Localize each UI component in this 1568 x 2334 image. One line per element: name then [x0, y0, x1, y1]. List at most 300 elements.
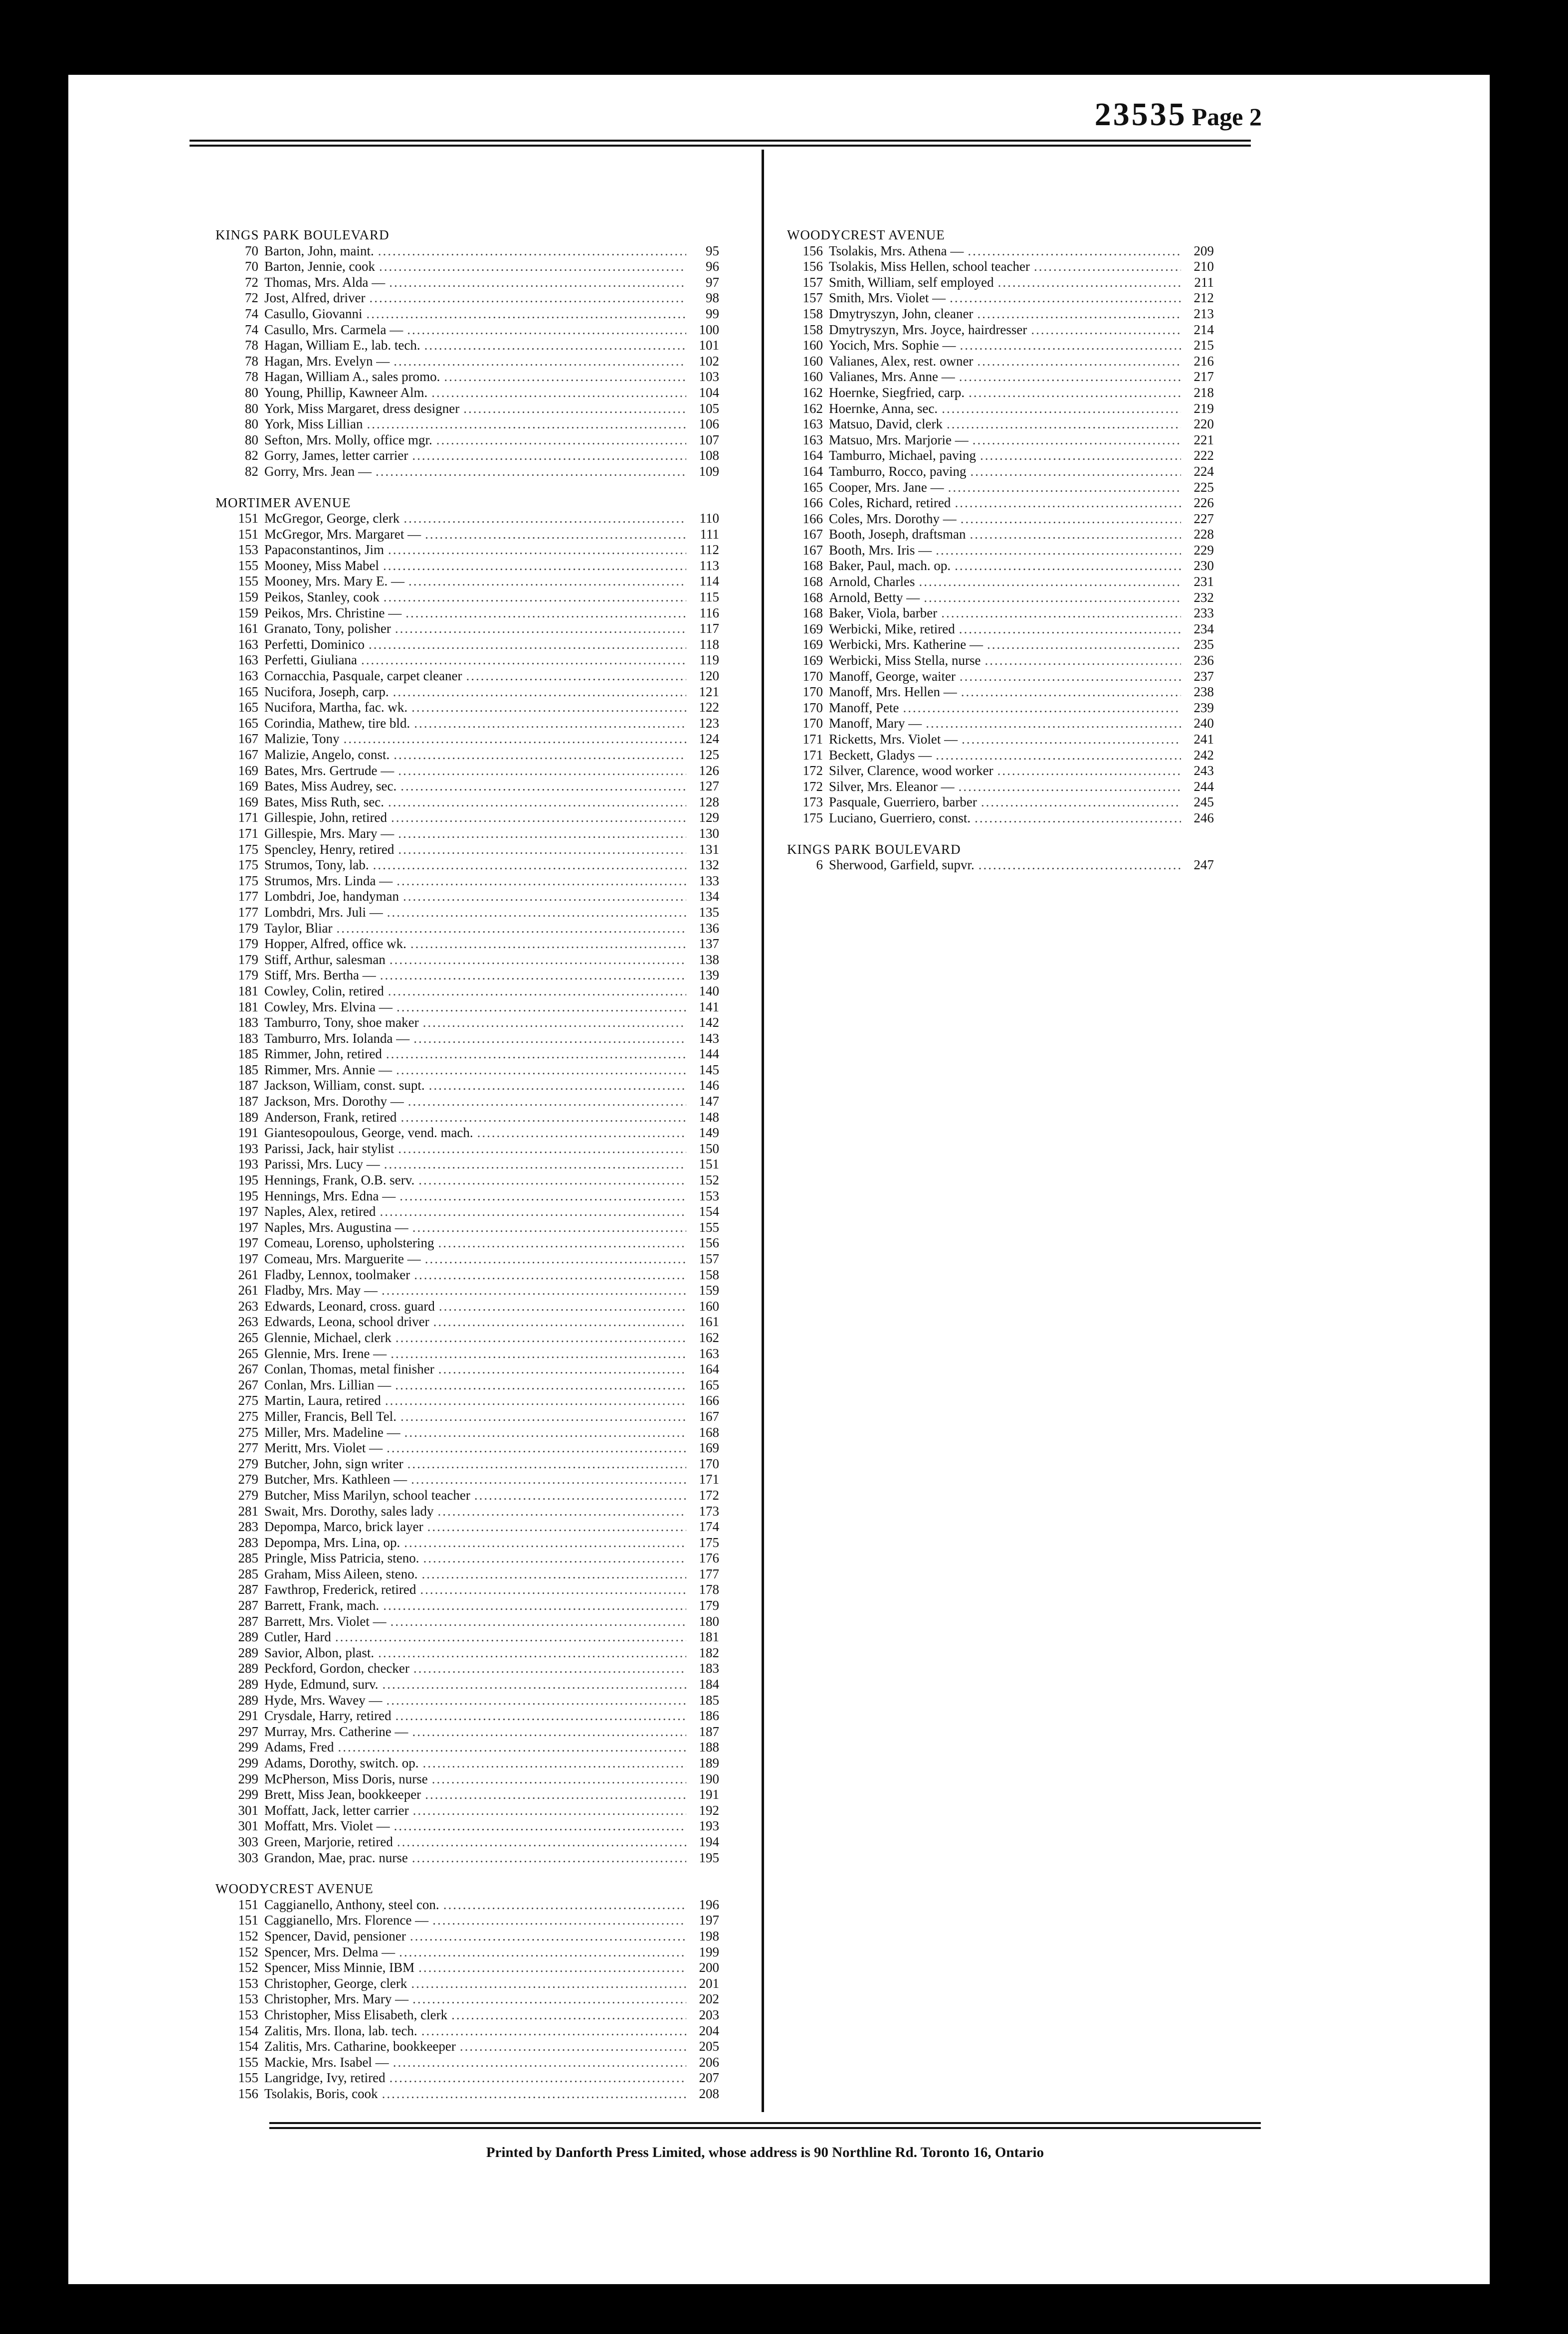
dot-leader	[393, 747, 686, 763]
house-number: 275	[238, 1408, 258, 1424]
entry-number: 111	[700, 526, 719, 542]
entry-number: 181	[699, 1629, 719, 1645]
dot-leader	[412, 448, 686, 464]
resident-name: Miller, Mrs. Madeline —	[264, 1424, 400, 1440]
directory-entry	[215, 1945, 719, 1960]
resident-name: Hoernke, Siegfried, carp.	[829, 385, 965, 400]
entry-number: 224	[1193, 463, 1214, 479]
house-number: 151	[238, 526, 258, 542]
entry-number: 211	[1194, 274, 1214, 290]
resident-name: Werbicki, Mrs. Katherine —	[829, 637, 983, 652]
entry-number: 130	[699, 825, 719, 841]
resident-name: Jackson, Mrs. Dorothy —	[264, 1094, 404, 1109]
entry-number: 194	[699, 1834, 719, 1849]
entry-number: 123	[699, 715, 719, 731]
house-number: 287	[238, 1613, 258, 1629]
directory-entry	[215, 243, 719, 259]
directory-entry	[215, 1188, 719, 1204]
entry-number: 105	[699, 400, 719, 416]
dot-leader	[997, 763, 1181, 779]
directory-entry	[215, 2070, 719, 2086]
house-number: 155	[238, 558, 258, 573]
resident-name: Butcher, Mrs. Kathleen —	[264, 1472, 407, 1487]
resident-name: Swait, Mrs. Dorothy, sales lady	[264, 1503, 434, 1519]
resident-name: Tsolakis, Mrs. Athena —	[829, 243, 964, 258]
house-number: 179	[238, 920, 258, 936]
directory-entry	[787, 401, 1214, 417]
directory-section	[215, 495, 719, 1866]
dot-leader	[947, 416, 1181, 432]
directory-entry	[787, 464, 1214, 480]
resident-name: Jost, Alfred, driver	[264, 290, 366, 306]
directory-entry	[787, 684, 1214, 700]
resident-name: Dmytryszyn, John, cleaner	[829, 306, 974, 321]
resident-name: Hyde, Mrs. Wavey —	[264, 1692, 383, 1708]
house-number: 197	[238, 1235, 258, 1251]
house-number: 74	[245, 322, 258, 337]
resident-name: Silver, Clarence, wood worker	[829, 763, 993, 778]
resident-name: Hoernke, Anna, sec.	[829, 400, 938, 416]
dot-leader	[412, 1991, 686, 2007]
resident-name: Silver, Mrs. Eleanor —	[829, 778, 955, 794]
house-number: 177	[238, 889, 258, 904]
resident-name: McPherson, Miss Doris, nurse	[264, 1771, 428, 1786]
directory-entry	[215, 464, 719, 480]
directory-entry	[215, 1771, 719, 1787]
entry-number: 196	[699, 1897, 719, 1912]
dot-leader	[474, 1488, 686, 1504]
directory-entry	[787, 653, 1214, 669]
house-number: 197	[238, 1251, 258, 1266]
dot-leader	[418, 1960, 686, 1976]
resident-name: Bates, Mrs. Gertrude —	[264, 763, 394, 778]
house-number: 195	[238, 1172, 258, 1188]
house-number: 168	[802, 605, 823, 621]
directory-entry	[215, 1850, 719, 1866]
entry-number: 112	[699, 542, 719, 558]
dot-leader	[437, 1504, 686, 1520]
resident-name: Young, Phillip, Kawneer Alm.	[264, 385, 428, 400]
entry-number: 103	[699, 369, 719, 385]
dot-leader	[432, 1771, 686, 1787]
resident-name: Mooney, Mrs. Mary E. —	[264, 574, 404, 589]
directory-entry	[215, 1283, 719, 1299]
entry-number: 213	[1193, 306, 1214, 321]
page-header	[190, 96, 1262, 136]
house-number: 160	[802, 338, 823, 353]
dot-leader	[413, 1661, 686, 1677]
directory-section	[215, 227, 719, 480]
resident-name: Matsuo, Mrs. Marjorie —	[829, 432, 969, 447]
dot-leader	[384, 589, 686, 605]
dot-leader	[998, 275, 1181, 291]
dot-leader	[919, 574, 1181, 590]
resident-name: Corindia, Mathew, tire bld.	[264, 715, 410, 731]
resident-name: Spencer, David, pensioner	[264, 1928, 406, 1944]
dot-leader	[344, 731, 686, 747]
house-number: 153	[238, 2007, 258, 2022]
directory-entry	[215, 2039, 719, 2055]
directory-entry	[787, 574, 1214, 590]
dot-leader	[941, 605, 1181, 621]
dot-leader	[400, 778, 686, 794]
house-number: 179	[238, 968, 258, 983]
entry-number: 113	[699, 558, 719, 573]
entry-number: 148	[699, 1109, 719, 1125]
dot-leader	[395, 621, 686, 637]
resident-name: Edwards, Leona, school driver	[264, 1314, 429, 1330]
directory-entry	[215, 1645, 719, 1661]
resident-name: Christopher, Miss Elisabeth, clerk	[264, 2007, 448, 2022]
dot-leader	[403, 511, 686, 527]
house-number: 163	[802, 416, 823, 432]
entry-number: 138	[699, 952, 719, 967]
directory-entry	[215, 1346, 719, 1362]
dot-leader	[975, 810, 1181, 826]
entry-number: 240	[1193, 716, 1214, 731]
directory-entry	[787, 495, 1214, 511]
house-number: 279	[238, 1456, 258, 1471]
entry-number: 198	[699, 1928, 719, 1944]
house-number: 279	[238, 1472, 258, 1487]
resident-name: Edwards, Leonard, cross. guard	[264, 1298, 435, 1314]
directory-entry	[215, 432, 719, 448]
directory-entry	[215, 1456, 719, 1472]
directory-entry	[215, 354, 719, 370]
resident-name: Strumos, Mrs. Linda —	[264, 873, 393, 888]
directory-entry	[215, 448, 719, 464]
entry-number: 218	[1193, 385, 1214, 400]
resident-name: Malizie, Angelo, const.	[264, 747, 390, 762]
directory-entry	[215, 1141, 719, 1157]
directory-entry	[787, 275, 1214, 291]
resident-name: Anderson, Frank, retired	[264, 1109, 397, 1125]
dot-leader	[398, 1141, 686, 1157]
dot-leader	[367, 306, 687, 322]
resident-name: Butcher, Miss Marilyn, school teacher	[264, 1487, 470, 1503]
resident-name: Casullo, Giovanni	[264, 306, 363, 321]
resident-name: Grandon, Mae, prac. nurse	[264, 1850, 408, 1865]
entry-number: 139	[699, 968, 719, 983]
entry-number: 96	[706, 259, 719, 274]
directory-entry	[215, 1488, 719, 1504]
house-number: 163	[802, 432, 823, 447]
house-number: 70	[245, 259, 258, 274]
resident-name: Cornacchia, Pasquale, carpet cleaner	[264, 668, 462, 684]
dot-leader	[460, 2039, 686, 2055]
house-number: 289	[238, 1692, 258, 1708]
entry-number: 149	[699, 1125, 719, 1141]
entry-number: 221	[1193, 432, 1214, 447]
directory-entry	[215, 983, 719, 999]
house-number: 156	[238, 2086, 258, 2101]
directory-entry	[215, 1708, 719, 1724]
dot-leader	[337, 921, 687, 937]
directory-entry	[215, 700, 719, 716]
dot-leader	[395, 1708, 686, 1724]
resident-name: Butcher, John, sign writer	[264, 1456, 403, 1471]
resident-name: Cutler, Hard	[264, 1629, 331, 1645]
directory-entry	[787, 605, 1214, 621]
entry-number: 206	[699, 2054, 719, 2070]
dot-leader	[367, 416, 686, 432]
house-number: 169	[802, 621, 823, 636]
resident-name: Perfetti, Dominico	[264, 636, 365, 652]
resident-name: Rimmer, Mrs. Annie —	[264, 1062, 392, 1077]
house-number: 189	[238, 1109, 258, 1125]
entry-number: 141	[699, 999, 719, 1014]
dot-leader	[369, 290, 686, 306]
resident-name: Langridge, Ivy, retired	[264, 2070, 386, 2086]
house-number: 78	[245, 353, 258, 369]
house-number: 155	[238, 2054, 258, 2070]
entry-number: 246	[1193, 810, 1214, 825]
entry-number: 235	[1193, 637, 1214, 652]
resident-name: Fladby, Lennox, toolmaker	[264, 1267, 410, 1282]
directory-entry	[787, 385, 1214, 401]
dot-leader	[960, 669, 1181, 685]
house-number: 82	[245, 448, 258, 463]
house-number: 299	[238, 1740, 258, 1755]
resident-name: Hagan, William E., lab. tech.	[264, 338, 420, 353]
directory-entry	[215, 621, 719, 637]
house-number: 163	[238, 652, 258, 668]
house-number: 179	[238, 952, 258, 967]
dot-leader	[391, 1346, 686, 1362]
entry-number: 236	[1193, 653, 1214, 668]
entry-number: 126	[699, 763, 719, 778]
entry-number: 150	[699, 1141, 719, 1156]
dot-leader	[962, 732, 1181, 748]
resident-name: Savior, Albon, plast.	[264, 1645, 375, 1660]
bottom-rule	[269, 2122, 1261, 2129]
house-number: 164	[802, 463, 823, 479]
directory-entry	[215, 1157, 719, 1172]
dot-leader	[383, 1598, 686, 1614]
resident-name: Nucifora, Martha, fac. wk.	[264, 700, 408, 715]
resident-name: Sherwood, Garfield, supvr.	[829, 857, 975, 873]
entry-number: 180	[699, 1613, 719, 1629]
dot-leader	[388, 794, 686, 810]
dot-leader	[404, 1535, 686, 1551]
entry-number: 227	[1193, 511, 1214, 526]
house-number: 285	[238, 1566, 258, 1581]
resident-name: Manoff, Pete	[829, 700, 899, 715]
entry-number: 173	[699, 1503, 719, 1519]
dot-leader	[421, 1566, 686, 1582]
house-number: 154	[238, 2039, 258, 2054]
resident-name: York, Miss Margaret, dress designer	[264, 400, 460, 416]
directory-entry	[215, 1172, 719, 1188]
dot-leader	[395, 1330, 686, 1346]
resident-name: Sefton, Mrs. Molly, office mgr.	[264, 432, 432, 447]
house-number: 80	[245, 432, 258, 447]
resident-name: Glennie, Mrs. Irene —	[264, 1346, 387, 1361]
resident-name: Tamburro, Rocco, paving	[829, 463, 967, 479]
resident-name: Comeau, Lorenso, upholstering	[264, 1235, 434, 1251]
house-number: 287	[238, 1598, 258, 1613]
house-number: 165	[238, 700, 258, 715]
dot-leader	[463, 401, 686, 417]
dot-leader	[422, 1755, 686, 1771]
entry-number: 162	[699, 1330, 719, 1345]
directory-entry	[215, 1409, 719, 1425]
dot-leader	[411, 1472, 686, 1488]
entry-number: 157	[699, 1251, 719, 1266]
dot-leader	[979, 857, 1181, 873]
resident-name: Depompa, Marco, brick layer	[264, 1519, 423, 1535]
resident-name: Barton, John, maint.	[264, 243, 374, 258]
directory-entry	[215, 306, 719, 322]
resident-name: Graham, Miss Aileen, steno.	[264, 1566, 418, 1581]
house-number: 261	[238, 1283, 258, 1298]
house-number: 183	[238, 1030, 258, 1046]
dot-leader	[396, 873, 686, 889]
street-heading: MORTIMER AVENUE	[215, 495, 351, 510]
directory-section	[787, 842, 1214, 873]
dot-leader	[411, 1976, 686, 1992]
dot-leader	[423, 1015, 686, 1031]
dot-leader	[382, 1283, 686, 1299]
directory-entry	[215, 259, 719, 275]
entry-number: 233	[1193, 605, 1214, 621]
entry-number: 167	[699, 1408, 719, 1424]
dot-leader	[391, 810, 686, 826]
directory-section	[215, 1881, 719, 2102]
resident-name: Yocich, Mrs. Sophie —	[829, 338, 956, 353]
house-number: 168	[802, 589, 823, 605]
page-number	[1095, 96, 1262, 134]
directory-entry	[215, 1693, 719, 1709]
dot-leader	[383, 558, 686, 574]
house-number: 170	[802, 668, 823, 684]
dot-leader	[971, 464, 1181, 480]
resident-name: Jackson, William, const. supt.	[264, 1078, 425, 1093]
entry-number: 106	[699, 416, 719, 432]
resident-name: Brett, Miss Jean, bookkeeper	[264, 1787, 421, 1802]
house-number: 78	[245, 338, 258, 353]
house-number: 169	[238, 794, 258, 809]
dot-leader	[389, 275, 686, 291]
dot-leader	[412, 1220, 686, 1236]
dot-leader	[376, 464, 686, 480]
dot-leader	[942, 401, 1181, 417]
directory-entry	[787, 369, 1214, 385]
house-number: 299	[238, 1755, 258, 1770]
entry-number: 241	[1193, 732, 1214, 747]
house-number: 172	[802, 763, 823, 778]
directory-entry	[215, 2055, 719, 2071]
directory-entry	[787, 306, 1214, 322]
house-number: 289	[238, 1677, 258, 1692]
directory-entry	[215, 716, 719, 732]
house-number: 164	[802, 448, 823, 463]
resident-name: Parissi, Jack, hair stylist	[264, 1141, 394, 1156]
resident-name: Beckett, Gladys —	[829, 747, 932, 763]
house-number: 155	[238, 574, 258, 589]
entry-number: 228	[1193, 527, 1214, 542]
dot-leader	[412, 1850, 686, 1866]
entry-number: 118	[699, 636, 719, 652]
resident-name: Peikos, Stanley, cook	[264, 589, 380, 605]
entry-number: 237	[1193, 668, 1214, 684]
house-number: 72	[245, 274, 258, 290]
house-number: 166	[802, 511, 823, 526]
house-number: 297	[238, 1724, 258, 1739]
entry-number: 159	[699, 1283, 719, 1298]
directory-entry	[787, 857, 1214, 873]
page-label: Page 2	[1191, 103, 1262, 131]
entry-number: 145	[699, 1062, 719, 1077]
page-number-value: 23535	[1094, 96, 1187, 133]
dot-leader	[385, 1393, 686, 1409]
resident-name: Hennings, Frank, O.B. serv.	[264, 1172, 415, 1188]
house-number: 303	[238, 1834, 258, 1849]
resident-name: Martin, Laura, retired	[264, 1393, 381, 1408]
house-number: 267	[238, 1377, 258, 1392]
house-number: 261	[238, 1267, 258, 1282]
house-number: 169	[802, 653, 823, 668]
directory-entry	[215, 1834, 719, 1850]
house-number: 167	[238, 731, 258, 747]
entry-number: 115	[699, 589, 719, 605]
house-number: 167	[802, 542, 823, 558]
dot-leader	[950, 290, 1181, 306]
resident-name: Stiff, Mrs. Bertha —	[264, 968, 376, 983]
dot-leader	[961, 511, 1181, 527]
house-number: 153	[238, 1991, 258, 2007]
directory-entry	[215, 1787, 719, 1803]
directory-entry	[215, 1078, 719, 1094]
house-number: 171	[802, 732, 823, 747]
dot-leader	[959, 621, 1181, 637]
resident-name: McGregor, Mrs. Margaret —	[264, 526, 421, 542]
house-number: 195	[238, 1188, 258, 1203]
house-number: 175	[238, 857, 258, 873]
dot-leader	[407, 322, 686, 338]
resident-name: Peikos, Mrs. Christine —	[264, 605, 402, 620]
directory-entry	[215, 1472, 719, 1488]
entry-number: 219	[1193, 400, 1214, 416]
resident-name: Tsolakis, Boris, cook	[264, 2086, 378, 2101]
directory-entry	[215, 1755, 719, 1771]
entry-number: 128	[699, 794, 719, 809]
dot-leader	[338, 1740, 686, 1755]
directory-entry	[215, 999, 719, 1015]
resident-name: Papaconstantinos, Jim	[264, 542, 384, 558]
dot-leader	[400, 1409, 686, 1425]
house-number: 162	[802, 385, 823, 400]
entry-number: 160	[699, 1298, 719, 1314]
dot-leader	[378, 1645, 686, 1661]
house-number: 154	[238, 2023, 258, 2038]
resident-name: Adams, Fred	[264, 1740, 334, 1755]
directory-entry	[215, 1393, 719, 1409]
dot-leader	[985, 653, 1181, 669]
house-number: 283	[238, 1519, 258, 1535]
resident-name: Crysdale, Harry, retired	[264, 1708, 392, 1724]
dot-leader	[431, 385, 686, 401]
dot-leader	[420, 1582, 686, 1598]
house-number: 299	[238, 1771, 258, 1786]
street-heading: WOODYCREST AVENUE	[215, 1881, 374, 1897]
resident-name: Malizie, Tony	[264, 731, 340, 747]
house-number: 175	[238, 841, 258, 857]
directory-entry	[215, 684, 719, 700]
house-number: 156	[802, 259, 823, 274]
house-number: 181	[238, 999, 258, 1014]
dot-leader	[380, 968, 686, 983]
